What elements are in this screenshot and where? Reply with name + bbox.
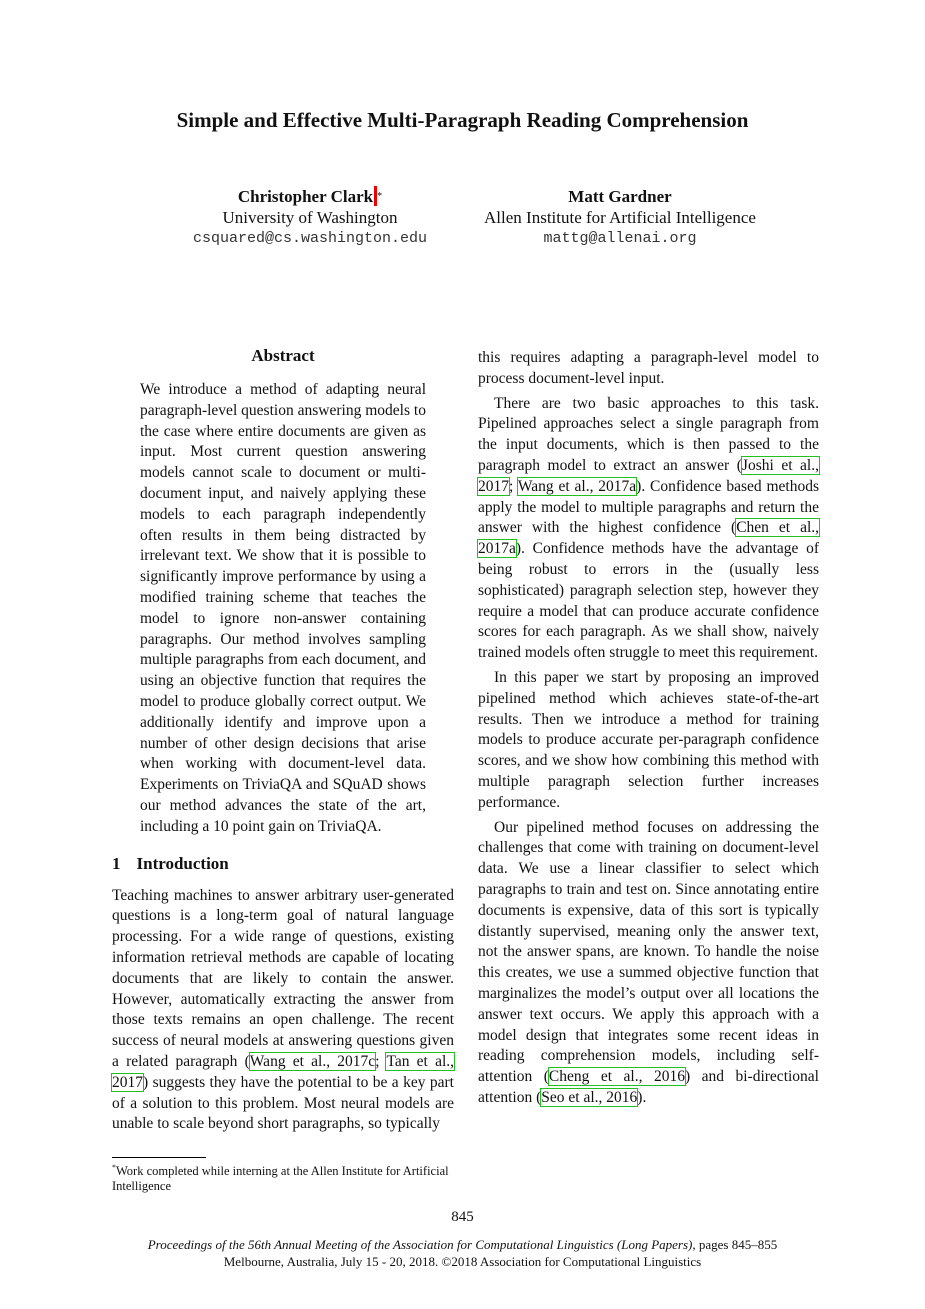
author-footnote-mark: * — [377, 191, 383, 202]
intro-paragraph-continued: this requires adapting a paragraph-level model to process document-level input. — [478, 349, 819, 387]
citation-link[interactable]: Cheng et al., 2016 — [548, 1068, 685, 1086]
citation-link[interactable]: Joshi et al., 2017 — [478, 456, 819, 495]
paper-title: Simple and Effective Multi-Paragraph Reading Comprehension — [176, 108, 749, 132]
abstract-text: We introduce a method of adapting neural paragraph-level question answering models to the case where entire documents are given as input. Most current question answering models cannot scale to document or multi-document input, and naively applying these models to each paragraph independently often results in them being distracted by irrelevant text. We show that it is possible to significantly improve performance by using a modified training scheme that teaches the model to ignore non-answer containing paragraphs. Our method involves sampling multiple paragraphs from each document, and using an objective function that requires the model to produce globally correct output. We additionally identify and improve upon a number of other design decisions that arise when working with document-level data. Experiments on TriviaQA and SQuAD shows our method advances the state of the art, including a 10 point gain on TriviaQA. — [140, 381, 426, 835]
footnote-mark: * — [112, 1163, 116, 1172]
intro-paragraph-4: Our pipelined method focuses on addressing the challenges that come with training on document-level data. We use a linear classifier to select which paragraphs to train and test on. Since annotating entire documents is expensive, data of this sort is typically distantly supervised, meaning only the answer text, not the answer spans, are known. To handle the noise this creates, we use a summed objective function that marginalizes the model’s output over all locations the answer text occurs. We apply this approach with a model design that integrates some recent ideas in reading comprehension models, including self-attention (Cheng et al., 2016) and bi-directional attention (Seo et al., 2016). — [478, 818, 819, 1106]
author-affiliation: Allen Institute for Artificial Intelligence — [484, 208, 756, 227]
proceedings-line-2: Melbourne, Australia, July 15 - 20, 2018. ©2018 Association for Computational Linguistics — [223, 1254, 702, 1269]
author-email[interactable]: mattg@allenai.org — [543, 230, 697, 247]
footnote — [112, 1160, 454, 1194]
proceedings-footer — [0, 1236, 925, 1270]
citation-link[interactable]: Wang et al., 2017c — [249, 1052, 376, 1070]
author-2 — [470, 186, 770, 249]
citation-link[interactable]: Seo et al., 2016 — [541, 1088, 638, 1106]
author-name: Christopher Clark * — [237, 187, 383, 206]
citation-link[interactable]: Wang et al., 2017a — [517, 477, 637, 495]
author-affiliation: University of Washington — [222, 208, 398, 227]
section-heading — [112, 854, 454, 874]
intro-paragraph-3: In this paper we start by proposing an improved pipelined method which achieves state-of-the-art results. Then we introduce a method for training models to produce accurate per-paragraph confidence scores, and we show how combining this method with multiple paragraph selection further increases performance. — [478, 668, 819, 811]
left-column — [112, 346, 454, 1135]
footnote-rule — [112, 1157, 206, 1158]
citation-link[interactable]: Tan et al., 2017 — [112, 1052, 455, 1091]
intro-paragraph-1: Teaching machines to answer arbitrary user-generated questions is a long-term goal of natural language processing. For a wide range of questions, existing information retrieval methods are capable of locating documents that are likely to contain the answer. However, automatically extracting the answer from those texts remains an open challenge. The recent success of neural models at answering questions given a related paragraph (Wang et al., 2017c; Tan et al., 2017) suggests they have the potential to be a key part of a solution to this problem. Most neural models are unable to scale beyond short paragraphs, so typically — [112, 886, 455, 1133]
intro-paragraph-2: There are two basic approaches to this task. Pipelined approaches select a single paragraph from the input documents, which is then passed to the paragraph model to extract an answer (Joshi et al., 2017; Wang et al., 2017a). Confidence based methods apply the model to multiple paragraphs and return the answer with the highest confidence (Chen et al., 2017a). Confidence methods have the advantage of being robust to errors in the (usually less sophisticated) paragraph selection step, however they require a model that can produce accurate confidence scores for each paragraph. As we shall show, naively trained models often struggle to meet this requirement. — [478, 394, 819, 662]
citation-link[interactable]: Chen et al., 2017a — [478, 519, 819, 558]
author-name: Matt Gardner — [568, 187, 672, 206]
proceedings-line-1: Proceedings of the 56th Annual Meeting of the Association for Computational Linguistics (Long Papers), pages 845–855 — [147, 1237, 778, 1252]
footnote-text: Work completed while interning at the Allen Institute for Artificial Intelligence — [112, 1164, 449, 1194]
abstract-heading: Abstract — [251, 346, 315, 365]
right-column — [478, 348, 819, 1109]
section-title: Introduction — [136, 853, 229, 873]
author-email[interactable]: csquared@cs.washington.edu — [192, 230, 428, 247]
author-1 — [160, 186, 460, 249]
section-number: 1 — [112, 853, 121, 873]
page-number: 845 — [451, 1209, 474, 1225]
